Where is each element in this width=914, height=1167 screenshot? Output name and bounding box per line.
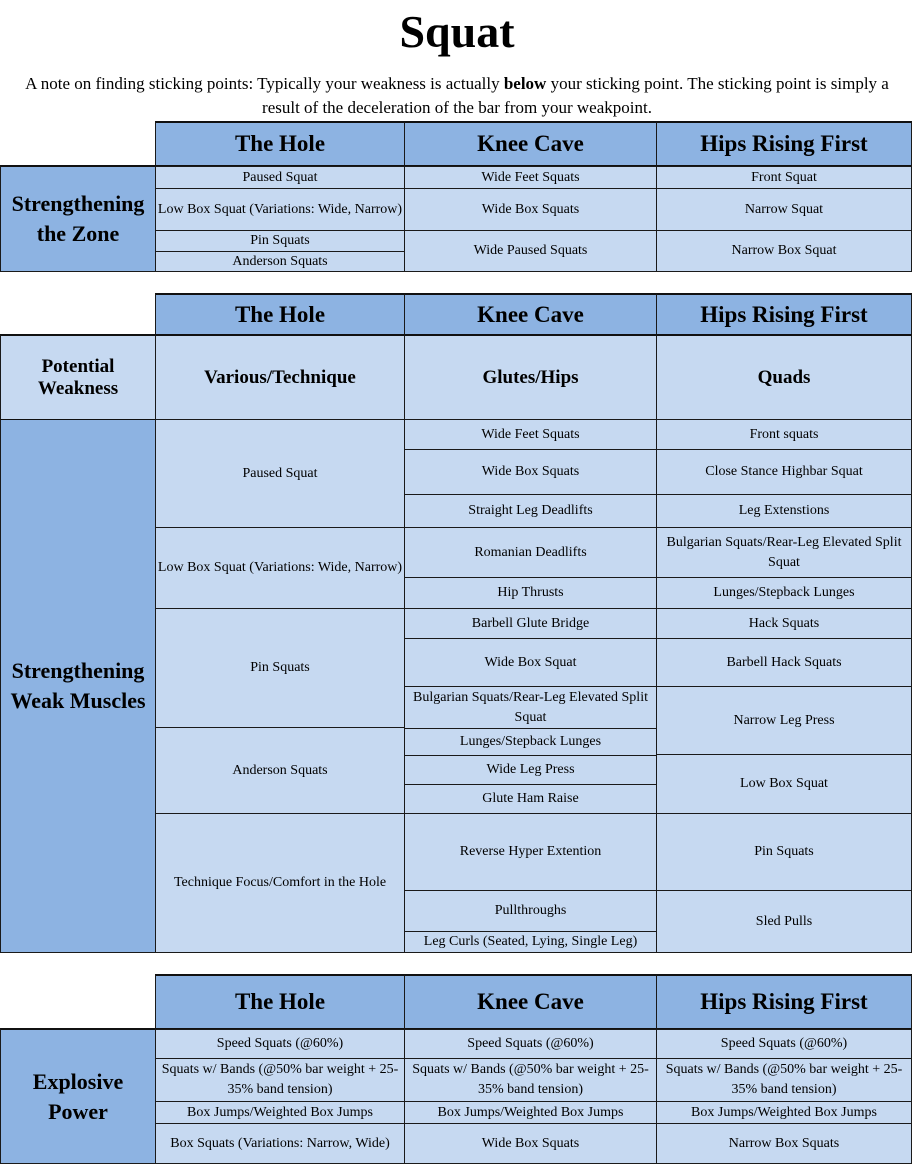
power-knee-cell: Wide Box Squats xyxy=(404,1123,657,1164)
section-label-zone: Strengthening the Zone xyxy=(0,165,156,272)
power-hips-cell: Box Jumps/Weighted Box Jumps xyxy=(656,1101,912,1124)
muscles-hips-cell: Low Box Squat xyxy=(656,754,912,814)
muscles-hips-cell: Front squats xyxy=(656,419,912,450)
zone-hips-cell: Narrow Squat xyxy=(656,188,912,231)
header-hips-rising-first: Hips Rising First xyxy=(656,121,912,167)
muscles-hole-cell: Paused Squat xyxy=(155,419,405,528)
zone-knee-cell: Wide Paused Squats xyxy=(404,230,657,272)
power-hole-cell: Squats w/ Bands (@50% bar weight + 25-35% band tension) xyxy=(155,1058,405,1102)
muscles-hips-cell: Narrow Leg Press xyxy=(656,686,912,755)
muscles-hips-cell: Bulgarian Squats/Rear-Leg Elevated Split Squat xyxy=(656,527,912,578)
zone-hips-cell: Narrow Box Squat xyxy=(656,230,912,272)
header-hips-rising-first: Hips Rising First xyxy=(656,293,912,336)
header-knee-cave: Knee Cave xyxy=(404,121,657,167)
power-knee-cell: Speed Squats (@60%) xyxy=(404,1029,657,1059)
power-hole-cell: Speed Squats (@60%) xyxy=(155,1029,405,1059)
zone-knee-cell: Wide Feet Squats xyxy=(404,166,657,189)
header-knee-cave: Knee Cave xyxy=(404,974,657,1030)
power-hips-cell: Narrow Box Squats xyxy=(656,1123,912,1164)
muscles-knee-cell: Wide Box Squats xyxy=(404,449,657,495)
muscles-knee-cell: Straight Leg Deadlifts xyxy=(404,494,657,528)
muscles-knee-cell: Hip Thrusts xyxy=(404,577,657,609)
muscles-hips-cell: Sled Pulls xyxy=(656,890,912,953)
muscles-hips-cell: Lunges/Stepback Lunges xyxy=(656,577,912,609)
power-hips-cell: Squats w/ Bands (@50% bar weight + 25-35% band tension) xyxy=(656,1058,912,1102)
muscles-knee-cell: Barbell Glute Bridge xyxy=(404,608,657,639)
header-hips-rising-first: Hips Rising First xyxy=(656,974,912,1030)
muscles-knee-cell: Wide Leg Press xyxy=(404,755,657,785)
muscles-hips-cell: Pin Squats xyxy=(656,813,912,891)
power-hole-cell: Box Jumps/Weighted Box Jumps xyxy=(155,1101,405,1124)
zone-knee-cell: Wide Box Squats xyxy=(404,188,657,231)
muscles-knee-cell: Wide Feet Squats xyxy=(404,419,657,450)
note-text-2: your sticking point. The sticking point is simply a result of the deceleration of the bar from your weakpoint. xyxy=(262,74,889,117)
muscles-knee-cell: Reverse Hyper Extention xyxy=(404,813,657,891)
muscles-hips-cell: Close Stance Highbar Squat xyxy=(656,449,912,495)
muscles-hole-cell: Anderson Squats xyxy=(155,727,405,814)
zone-hips-cell: Front Squat xyxy=(656,166,912,189)
muscles-knee-cell: Pullthroughs xyxy=(404,890,657,932)
muscles-hole-cell: Low Box Squat (Variations: Wide, Narrow) xyxy=(155,527,405,609)
section-label-power: Explosive Power xyxy=(0,1028,156,1164)
power-knee-cell: Squats w/ Bands (@50% bar weight + 25-35% band tension) xyxy=(404,1058,657,1102)
weakness-hole: Various/Technique xyxy=(155,334,405,420)
muscles-knee-cell: Wide Box Squat xyxy=(404,638,657,687)
header-the-hole: The Hole xyxy=(155,121,405,167)
sticking-point-note xyxy=(10,72,904,120)
header-the-hole: The Hole xyxy=(155,293,405,336)
weakness-hips: Quads xyxy=(656,334,912,420)
power-hole-cell: Box Squats (Variations: Narrow, Wide) xyxy=(155,1123,405,1164)
page-title: Squat xyxy=(399,6,515,57)
muscles-knee-cell: Lunges/Stepback Lunges xyxy=(404,728,657,756)
zone-hole-cell: Low Box Squat (Variations: Wide, Narrow) xyxy=(155,188,405,231)
muscles-hole-cell: Pin Squats xyxy=(155,608,405,728)
zone-hole-cell: Pin Squats xyxy=(155,230,405,252)
note-bold: below xyxy=(503,74,547,93)
muscles-hole-cell: Technique Focus/Comfort in the Hole xyxy=(155,813,405,953)
section-label-weakness: Potential Weakness xyxy=(0,334,156,420)
muscles-hips-cell: Leg Extenstions xyxy=(656,494,912,528)
muscles-knee-cell: Bulgarian Squats/Rear-Leg Elevated Split Squat xyxy=(404,686,657,729)
section-label-muscles: Strengthening Weak Muscles xyxy=(0,419,156,953)
muscles-hips-cell: Hack Squats xyxy=(656,608,912,639)
power-knee-cell: Box Jumps/Weighted Box Jumps xyxy=(404,1101,657,1124)
weakness-knee: Glutes/Hips xyxy=(404,334,657,420)
power-hips-cell: Speed Squats (@60%) xyxy=(656,1029,912,1059)
muscles-knee-cell: Glute Ham Raise xyxy=(404,784,657,814)
muscles-hips-cell: Barbell Hack Squats xyxy=(656,638,912,687)
zone-hole-cell: Anderson Squats xyxy=(155,251,405,272)
header-knee-cave: Knee Cave xyxy=(404,293,657,336)
zone-hole-cell: Paused Squat xyxy=(155,166,405,189)
muscles-knee-cell: Leg Curls (Seated, Lying, Single Leg) xyxy=(404,931,657,953)
muscles-knee-cell: Romanian Deadlifts xyxy=(404,527,657,578)
note-text-1: A note on finding sticking points: Typically your weakness is actually xyxy=(25,74,504,93)
header-the-hole: The Hole xyxy=(155,974,405,1030)
